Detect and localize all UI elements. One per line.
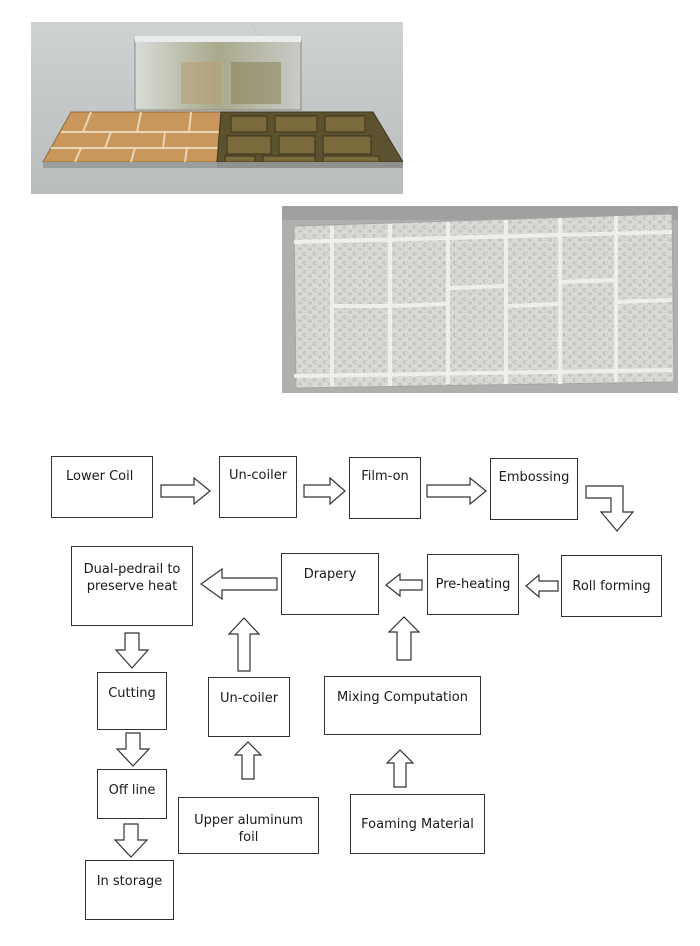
box-mixing-computation (324, 676, 481, 735)
box-pre-heating (427, 554, 519, 615)
arrow-left-3 (200, 567, 278, 601)
box-off-line (97, 769, 167, 819)
box-in-storage-label: In storage (96, 874, 163, 889)
box-roll-forming (561, 555, 662, 617)
arrow-elbow-down (585, 484, 637, 534)
arrow-up-foaming-to-mixing (384, 748, 416, 788)
box-drapery-label: Drapery (303, 567, 357, 582)
arrow-right-2 (303, 476, 347, 506)
box-lower-coil-label: Lower Coil (66, 469, 134, 484)
arrow-right-3 (426, 476, 488, 506)
box-film-on-label: Film-on (361, 469, 409, 484)
box-mixing-computation-label: Mixing Computation (337, 690, 468, 705)
box-foaming-material (350, 794, 485, 854)
box-lower-coil (51, 456, 153, 518)
box-uncoiler-middle (208, 677, 290, 737)
arrow-left-1 (525, 573, 559, 599)
arrow-down-3 (113, 823, 149, 859)
arrow-up-foil-to-uncoiler (232, 740, 264, 780)
arrow-up-mixing-to-preheating (386, 615, 422, 661)
box-roll-forming-label: Roll forming (572, 578, 651, 594)
box-foaming-material-label: Foaming Material (361, 816, 474, 832)
box-pre-heating-label: Pre-heating (435, 577, 511, 592)
production-flowchart (0, 440, 700, 946)
box-uncoiler-middle-label: Un-coiler (219, 691, 279, 706)
box-upper-aluminum-foil (178, 797, 319, 854)
box-in-storage (85, 860, 174, 920)
arrow-down-2 (115, 732, 151, 768)
box-drapery (281, 553, 379, 615)
box-upper-aluminum-foil-label: Upper aluminum foil (194, 813, 303, 845)
embossed-panel-photo (282, 206, 678, 393)
box-dual-pedrail (71, 546, 193, 626)
box-uncoiler-top (219, 456, 297, 518)
box-cutting-label: Cutting (108, 686, 156, 701)
sandwich-panel-samples-photo (31, 22, 403, 194)
box-embossing (490, 458, 578, 520)
arrow-right-1 (160, 476, 212, 506)
arrow-up-uncoiler-to-drapery (226, 616, 262, 672)
box-embossing-label: Embossing (498, 470, 570, 485)
box-cutting (97, 672, 167, 730)
arrow-down-1 (114, 632, 150, 670)
box-uncoiler-top-label: Un-coiler (228, 468, 288, 483)
box-film-on (349, 457, 421, 519)
box-dual-pedrail-label: Dual-pedrail to preserve heat (83, 562, 181, 594)
box-off-line-label: Off line (108, 783, 156, 798)
arrow-left-2 (385, 572, 423, 598)
